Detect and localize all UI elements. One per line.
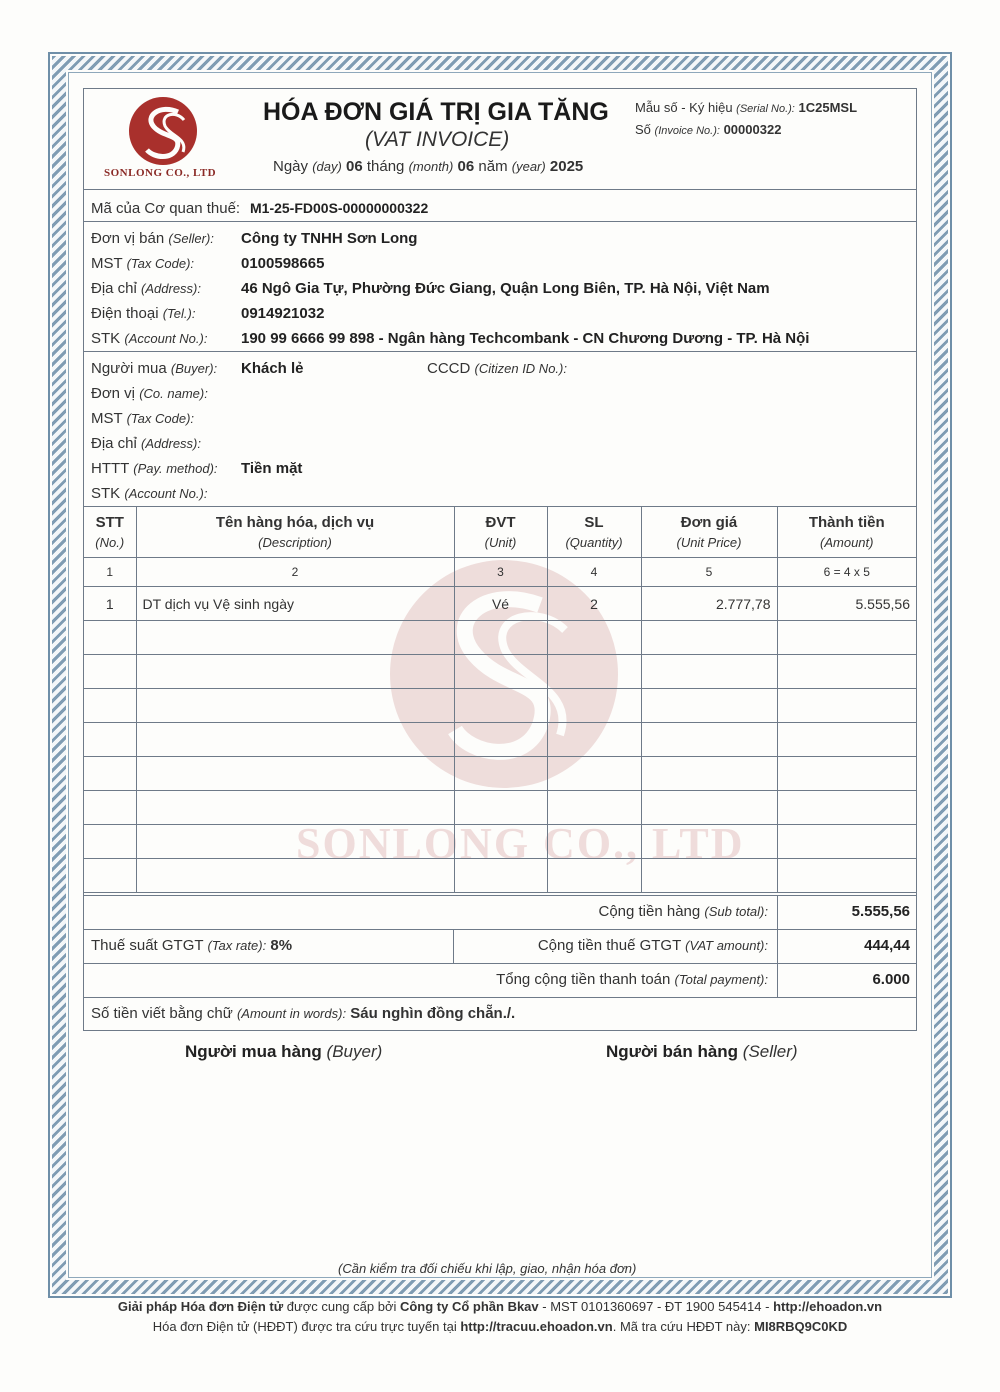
col-header-quantity: SL (Quantity)	[547, 507, 641, 558]
watermark-text: SONLONG CO., LTD	[296, 819, 745, 868]
payment-method-label: HTTT (Pay. method):	[91, 460, 218, 477]
seller-account-label: STK (Account No.):	[91, 330, 208, 347]
payment-method: Tiền mặt	[241, 460, 303, 477]
buyer-account-label: STK (Account No.):	[91, 485, 208, 502]
total-payment-value: 6.000	[872, 971, 910, 988]
logo-wordmark: SONLONG CO., LTD	[104, 167, 217, 179]
table-row-empty	[84, 621, 916, 655]
seller-name: Công ty TNHH Sơn Long	[241, 230, 418, 247]
table-row-empty	[84, 825, 916, 859]
table-row-empty	[84, 723, 916, 757]
seller-tax-label: MST (Tax Code):	[91, 255, 195, 272]
table-row-empty	[84, 859, 916, 893]
item-quantity: 2	[547, 587, 641, 621]
col-header-unit-price: Đơn giá (Unit Price)	[641, 507, 777, 558]
seller-signature-label: Người bán hàng (Seller)	[606, 1042, 798, 1061]
invoice-title: HÓA ĐƠN GIÁ TRỊ GIA TĂNG	[263, 98, 609, 126]
table-row	[84, 587, 916, 621]
seller-tax-code: 0100598665	[241, 255, 325, 272]
tax-authority-label: Mã của Cơ quan thuế:	[91, 200, 241, 217]
invoice-body	[83, 88, 917, 1031]
amount-in-words: Số tiền viết bằng chữ (Amount in words): Sáu nghìn đồng chẵn./.	[91, 1005, 516, 1022]
item-unit: Vé	[454, 587, 547, 621]
tax-rate-label: Thuế suất GTGT (Tax rate): 8%	[91, 937, 293, 954]
table-row-empty	[84, 655, 916, 689]
citizen-id-label: CCCD (Citizen ID No.):	[427, 360, 567, 377]
table-header	[84, 507, 916, 558]
table-row-empty	[84, 757, 916, 791]
col-header-amount: Thành tiền (Amount)	[777, 507, 916, 558]
buyer-address-label: Địa chỉ (Address):	[91, 435, 201, 452]
items-table	[84, 507, 916, 893]
buyer-tax-label: MST (Tax Code):	[91, 410, 195, 427]
item-description: DT dịch vụ Vệ sinh ngày	[136, 587, 454, 621]
seller-address-label: Địa chỉ (Address):	[91, 280, 201, 297]
buyer-name: Khách lẻ	[241, 360, 304, 377]
subtotal-value: 5.555,56	[851, 903, 910, 920]
table-row-empty	[84, 791, 916, 825]
serial-line: Mẫu số - Ký hiệu (Serial No.): 1C25MSL	[635, 100, 858, 115]
tax-authority-code: M1-25-FD00S-00000000322	[250, 200, 429, 216]
seller-tel: 0914921032	[241, 305, 325, 322]
item-no: 1	[84, 587, 136, 621]
col-header-no: STT (No.)	[84, 507, 136, 558]
provider-line: Giải pháp Hóa đơn Điện tử được cung cấp bởi Công ty Cổ phần Bkav - MST 0101360697 - ĐT 1900 545414 - http://ehoadon.vn	[117, 1299, 883, 1314]
seller-name-label: Đơn vị bán (Seller):	[91, 230, 214, 247]
lookup-line: Hóa đơn Điện tử (HĐĐT) được tra cứu trực tuyến tại http://tracuu.ehoadon.vn. Mã tra cứu HĐĐT này: MI8RBQ9C0KD	[152, 1319, 848, 1334]
item-unit-price: 2.777,78	[641, 587, 777, 621]
total-payment-label: Tổng cộng tiền thanh toán (Total payment):	[496, 971, 768, 988]
vat-amount-value: 444,44	[864, 937, 910, 954]
item-amount: 5.555,56	[777, 587, 916, 621]
table-row-empty	[84, 689, 916, 723]
subtotal-label: Cộng tiền hàng (Sub total):	[598, 903, 768, 920]
invoice-subtitle: (VAT INVOICE)	[365, 128, 510, 151]
buyer-signature-label: Người mua hàng (Buyer)	[185, 1042, 383, 1061]
check-note: (Cần kiểm tra đối chiếu khi lập, giao, nhận hóa đơn)	[338, 1261, 637, 1276]
vat-amount-label: Cộng tiền thuế GTGT (VAT amount):	[537, 937, 768, 954]
column-index-row: 1 2 3 4 5 6 = 4 x 5	[84, 558, 916, 587]
col-header-description: Tên hàng hóa, dịch vụ (Description)	[136, 507, 454, 558]
seller-tel-label: Điện thoại (Tel.):	[91, 305, 196, 322]
col-header-unit: ĐVT (Unit)	[454, 507, 547, 558]
invoice-date: Ngày (day) 06 tháng (month) 06 năm (year) 2025	[273, 158, 584, 175]
buyer-label: Người mua (Buyer):	[91, 360, 218, 377]
buyer-company-label: Đơn vị (Co. name):	[91, 385, 208, 402]
seller-account: 190 99 6666 99 898 - Ngân hàng Techcombank - CN Chương Dương - TP. Hà Nội	[241, 330, 810, 347]
invoice-number-line: Số (Invoice No.): 00000322	[635, 122, 782, 137]
seller-address: 46 Ngô Gia Tự, Phường Đức Giang, Quận Long Biên, TP. Hà Nội, Việt Nam	[241, 280, 770, 297]
